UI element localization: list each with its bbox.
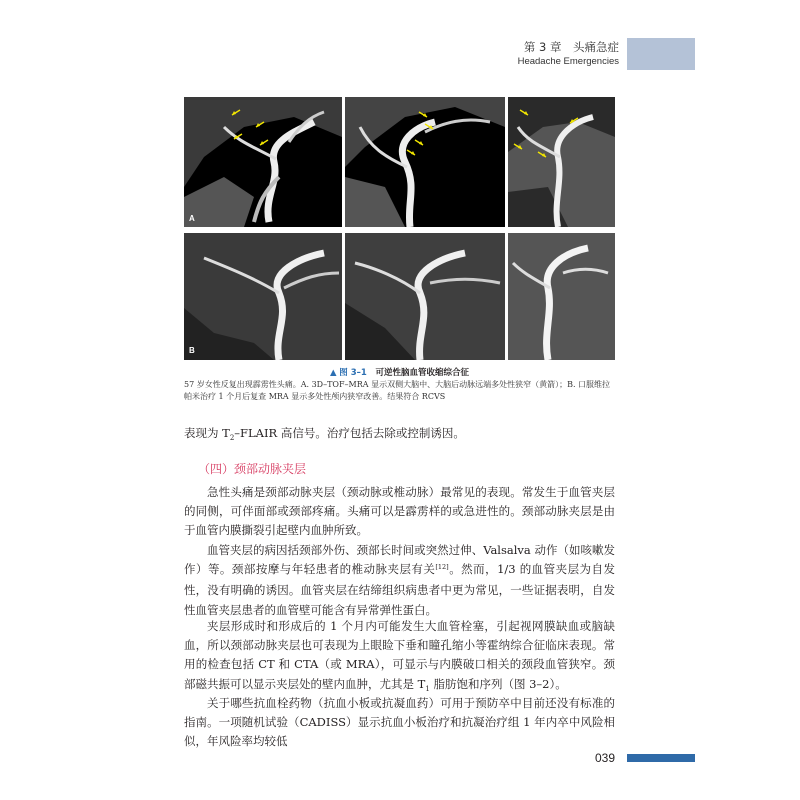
subscript: 1 bbox=[425, 684, 430, 693]
figure-caption-body: 57 岁女性反复出现霹雳性头痛。A. 3D–TOF–MRA 显示双侧大脑中、大脑后动脉远端多处性狭窄（黄箭）；B. 口服维拉帕米治疗 1 个月后复查 MRA 显示多处性颅内狭窄改善。结果符合 RCVS bbox=[184, 380, 611, 401]
figure-caption-title bbox=[184, 366, 615, 378]
panel-label-a: A bbox=[189, 214, 195, 223]
mra-image-a1 bbox=[184, 97, 342, 227]
paragraph-1: 急性头痛是颈部动脉夹层（颈动脉或椎动脉）最常见的表现。常发生于血管夹层的同侧，可伴面部或颈部疼痛。头痛可以是霹雳样的或急进性的。颈部动脉夹层是由于血管内膜撕裂引起壁内血肿所致。 bbox=[184, 485, 615, 538]
text-segment: 。然而，1/3 的血管夹层为自发性，没有明确的诱因。血管夹层在结缔组织病患者中更为常见，一些证据表明，自发性血管夹层患者的血管壁可能含有异常弹性蛋白。 bbox=[184, 562, 615, 617]
chapter-title: 第 3 章 头痛急症 bbox=[523, 40, 619, 54]
mra-image-a3 bbox=[508, 97, 615, 227]
yellow-arrow-icon bbox=[407, 150, 415, 155]
page-number: 039 bbox=[595, 751, 616, 765]
subscript: 2 bbox=[229, 434, 235, 442]
mra-image-a2 bbox=[345, 97, 505, 227]
text-segment: 表现为 T bbox=[184, 426, 230, 440]
text-segment: 血管夹层的病因括颈部外伤、颈部长时间或突然过伸、Valsalva 动作（如咳嗽发作）等。颈部按摩与年轻患者的椎动脉夹层有关 bbox=[184, 543, 615, 577]
paragraph-2 bbox=[184, 541, 615, 620]
paragraph-continuation bbox=[184, 424, 615, 445]
mra-image-b1 bbox=[184, 233, 342, 360]
text-segment: –FLAIR 高信号。治疗包括去除或控制诱因。 bbox=[234, 426, 465, 440]
mra-image-b3 bbox=[508, 233, 615, 360]
mra-image-b2 bbox=[345, 233, 505, 360]
panel-label-b: B bbox=[189, 346, 195, 355]
figure-title: 可逆性脑血管收缩综合征 bbox=[375, 368, 469, 378]
section-heading: （四）颈部动脉夹层 bbox=[198, 462, 307, 476]
chapter-title-en: Headache Emergencies bbox=[517, 56, 619, 67]
footer-accent-bar bbox=[627, 754, 695, 762]
reference-citation: [12] bbox=[435, 563, 449, 572]
figure-3-1 bbox=[184, 97, 615, 360]
text-segment: 夹层形成时和形成后的 1 个月内可能发生大血管栓塞，引起视网膜缺血或脑缺血，所以颈部动脉夹层也可表现为上眼睑下垂和瞳孔缩小等霍纳综合征临床表现。常用的检查包括 CT 和 CTA（或 MRA），可显示与内膜破口相关的颈段血管狭窄。颈部磁共振可以显示夹层处的壁内血肿，尤其是 T bbox=[184, 619, 615, 691]
paragraph-4: 关于哪些抗血栓药物（抗血小板或抗凝血药）可用于预防卒中目前还没有标准的指南。一项随机试验（CADISS）显示抗血小板治疗和抗凝治疗组 1 年内卒中风险相似，年风险率均较低 bbox=[184, 696, 615, 749]
header-accent-bar bbox=[627, 38, 695, 70]
yellow-arrow-icon bbox=[260, 140, 268, 145]
caption-marker-icon: ▲ bbox=[329, 368, 337, 378]
figure-number: 图 3–1 bbox=[339, 368, 367, 378]
text-segment: 脂肪饱和序列（图 3–2）。 bbox=[429, 676, 567, 691]
paragraph-3 bbox=[184, 617, 615, 696]
yellow-arrow-icon bbox=[415, 140, 423, 145]
